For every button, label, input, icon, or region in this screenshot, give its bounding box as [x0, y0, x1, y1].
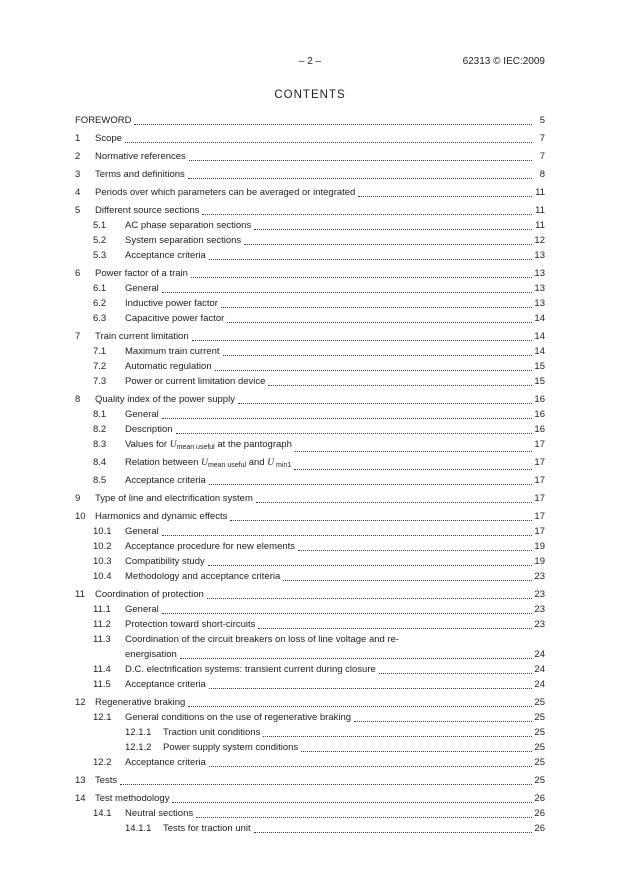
- toc-clause-number: 1: [75, 133, 81, 144]
- toc-clause-number: 10.3: [93, 556, 112, 567]
- toc-entry-label: Terms and definitions: [95, 169, 185, 180]
- dot-leader: [294, 469, 532, 470]
- toc-clause-number: 5.3: [93, 250, 107, 261]
- toc-entry-label: Acceptance criteria: [125, 679, 206, 690]
- toc-entry-label: energisation: [125, 649, 177, 660]
- toc-entry-label: Neutral sections: [125, 808, 194, 819]
- dot-leader: [208, 565, 532, 566]
- toc-entry[interactable]: [75, 617, 545, 632]
- toc-clause-number: 7.3: [93, 376, 107, 387]
- toc-page-number: 24: [534, 679, 545, 690]
- toc-clause-number: 12.1.2: [125, 742, 152, 753]
- toc-clause-number: 11.1: [93, 604, 111, 615]
- dot-leader: [209, 484, 532, 485]
- toc-entry-label: Acceptance criteria: [125, 757, 206, 768]
- dot-leader: [268, 385, 532, 386]
- toc-page-number: 7: [539, 133, 545, 144]
- toc-page-number: 11: [535, 220, 545, 231]
- toc-entry-label: Quality index of the power supply: [95, 394, 235, 405]
- toc-label-fragment: mean useful: [176, 444, 215, 451]
- toc-label-fragment: U: [169, 440, 177, 450]
- toc-entry-label: Harmonics and dynamic effects: [95, 511, 228, 522]
- dot-leader: [244, 244, 532, 245]
- dot-leader: [283, 580, 532, 581]
- toc-entry-label: D.C. electrification systems: transient current during closure: [125, 664, 376, 675]
- toc-entry[interactable]: [75, 806, 545, 821]
- dot-leader: [298, 550, 532, 551]
- dot-leader: [295, 451, 532, 452]
- toc-clause-number: 7.2: [93, 361, 107, 372]
- dot-leader: [354, 721, 532, 722]
- toc-clause-number: 6.1: [93, 283, 107, 294]
- toc-entry-label: Capacitive power factor: [125, 313, 225, 324]
- toc-page-number: 25: [534, 775, 545, 786]
- toc-clause-number: 6: [75, 268, 81, 279]
- dot-leader: [202, 214, 532, 215]
- toc-page-number: 17: [534, 475, 545, 486]
- toc-entry-label: Tests for traction unit: [163, 823, 251, 834]
- dot-leader: [162, 613, 532, 614]
- dot-leader: [207, 598, 532, 599]
- toc-entry[interactable]: [75, 359, 545, 374]
- toc-entry[interactable]: [75, 167, 545, 182]
- toc-entry-label: AC phase separation sections: [125, 220, 252, 231]
- toc-entry[interactable]: [75, 773, 545, 788]
- dot-leader: [192, 340, 532, 341]
- toc-entry-label: Scope: [95, 133, 122, 144]
- toc-clause-number: 9: [75, 493, 81, 504]
- toc-page-number: 23: [534, 619, 545, 630]
- dot-leader: [172, 802, 532, 803]
- toc-entry[interactable]: [75, 248, 545, 263]
- toc-entry[interactable]: [75, 203, 545, 218]
- toc-clause-number: 11.4: [93, 664, 111, 675]
- dot-leader: [134, 124, 532, 125]
- dot-leader: [256, 502, 532, 503]
- toc-entry[interactable]: [75, 587, 545, 602]
- toc-entry[interactable]: [75, 455, 545, 473]
- toc-entry[interactable]: [75, 710, 545, 725]
- toc-clause-number: 12: [75, 697, 86, 708]
- toc-clause-number: 8.4: [93, 457, 107, 468]
- dot-leader: [215, 370, 532, 371]
- toc-clause-number: 10.4: [93, 571, 112, 582]
- toc-entry[interactable]: [75, 311, 545, 326]
- toc-entry-label: Traction unit conditions: [163, 727, 261, 738]
- running-header: [75, 56, 545, 70]
- toc-page-number: 14: [534, 313, 545, 324]
- toc-page-number: 23: [534, 604, 545, 615]
- toc-entry-label: General: [125, 283, 159, 294]
- toc-page-number: 13: [534, 250, 545, 261]
- dot-leader: [162, 535, 532, 536]
- toc-entry-label: Inductive power factor: [125, 298, 218, 309]
- toc-page-number: 11: [535, 205, 545, 216]
- toc-page-number: 14: [534, 331, 545, 342]
- toc-entry[interactable]: [75, 422, 545, 437]
- toc-page-number: 13: [534, 298, 545, 309]
- dot-leader: [301, 751, 532, 752]
- toc-clause-number: 7: [75, 331, 81, 342]
- dot-leader: [180, 658, 532, 659]
- toc-entry-label: Acceptance criteria: [125, 250, 206, 261]
- toc-entry[interactable]: [75, 740, 545, 755]
- toc-entry-label: Test methodology: [95, 793, 170, 804]
- toc-entry-label: General: [125, 526, 159, 537]
- dot-leader: [176, 433, 532, 434]
- toc-page-number: 25: [534, 727, 545, 738]
- toc-entry-label: Maximum train current: [125, 346, 220, 357]
- toc-page-number: 26: [534, 823, 545, 834]
- dot-leader: [120, 784, 532, 785]
- toc-entry-label: [125, 455, 291, 473]
- toc-entry-label: Coordination of protection: [95, 589, 204, 600]
- toc-clause-number: 8.3: [93, 439, 107, 450]
- contents-title: CONTENTS: [274, 89, 346, 101]
- toc-page-number: 13: [534, 283, 545, 294]
- toc-clause-number: 13: [75, 775, 86, 786]
- toc-entry[interactable]: [75, 473, 545, 488]
- toc-entry[interactable]: [75, 329, 545, 344]
- toc-clause-number: 8.1: [93, 409, 107, 420]
- toc-entry[interactable]: [75, 677, 545, 692]
- toc-entry-label: Regenerative braking: [95, 697, 186, 708]
- toc-entry[interactable]: [75, 491, 545, 506]
- toc-clause-number: 14: [75, 793, 86, 804]
- toc-entry[interactable]: [75, 791, 545, 806]
- toc-clause-number: 8: [75, 394, 81, 405]
- toc-clause-number: 10: [75, 511, 86, 522]
- toc-clause-number: 14.1.1: [125, 823, 152, 834]
- dot-leader: [227, 322, 532, 323]
- toc-entry[interactable]: [75, 554, 545, 569]
- toc-label-fragment: min1: [274, 462, 292, 469]
- toc-entry-label: Tests: [95, 775, 118, 786]
- toc-label-fragment: and: [246, 457, 268, 468]
- toc-label-fragment: at the pantograph: [214, 439, 292, 450]
- toc-entry[interactable]: [75, 233, 545, 248]
- toc-clause-number: 10.1: [93, 526, 112, 537]
- dot-leader: [258, 628, 532, 629]
- toc-entry[interactable]: [75, 266, 545, 281]
- toc-clause-number: 5.1: [93, 220, 107, 231]
- toc-entry[interactable]: [75, 695, 545, 710]
- toc-entry[interactable]: [75, 632, 545, 647]
- header-doc-reference: 62313 © IEC:2009: [462, 56, 545, 67]
- toc-page-number: 23: [534, 589, 545, 600]
- toc-page-number: 19: [534, 556, 545, 567]
- toc-entry-continuation[interactable]: [75, 647, 545, 662]
- dot-leader: [191, 277, 532, 278]
- toc-clause-number: 11: [75, 589, 85, 600]
- toc-page-number: 12: [534, 235, 545, 246]
- toc-entry[interactable]: [75, 392, 545, 407]
- toc-clause-number: 6.2: [93, 298, 107, 309]
- toc-page-number: 7: [539, 151, 545, 162]
- dot-leader: [230, 520, 532, 521]
- toc-page-number: 17: [534, 439, 545, 450]
- toc-entry[interactable]: [75, 524, 545, 539]
- dot-leader: [379, 673, 532, 674]
- toc-entry-label: General: [125, 604, 159, 615]
- toc-clause-number: 10.2: [93, 541, 112, 552]
- toc-entry[interactable]: [75, 602, 545, 617]
- toc-clause-number: 7.1: [93, 346, 107, 357]
- toc-page-number: 26: [534, 808, 545, 819]
- toc-page-number: 15: [534, 376, 545, 387]
- toc-clause-number: 3: [75, 169, 81, 180]
- toc-entry-label: Different source sections: [95, 205, 200, 216]
- toc-entry[interactable]: [75, 539, 545, 554]
- dot-leader: [209, 688, 532, 689]
- toc-entry[interactable]: [75, 821, 545, 836]
- dot-leader: [125, 142, 532, 143]
- toc-entry[interactable]: [75, 437, 545, 455]
- toc-entry-label: Train current limitation: [95, 331, 189, 342]
- toc-entry[interactable]: [75, 296, 545, 311]
- toc-entry[interactable]: [75, 344, 545, 359]
- toc-entry-label: FOREWORD: [75, 115, 132, 126]
- toc-entry[interactable]: [75, 131, 545, 146]
- toc-entry-label: Power or current limitation device: [125, 376, 266, 387]
- toc-entry-label: Protection toward short-circuits: [125, 619, 256, 630]
- toc-entry[interactable]: [75, 218, 545, 233]
- dot-leader: [223, 355, 533, 356]
- dot-leader: [162, 292, 532, 293]
- toc-entry-label: System separation sections: [125, 235, 242, 246]
- toc-page-number: 24: [534, 664, 545, 675]
- toc-clause-number: 8.2: [93, 424, 107, 435]
- toc-page-number: 17: [534, 493, 545, 504]
- toc-page-number: 15: [534, 361, 545, 372]
- toc-page-number: 8: [539, 169, 545, 180]
- toc-entry[interactable]: [75, 407, 545, 422]
- toc-page-number: 25: [534, 712, 545, 723]
- toc-clause-number: 11.2: [93, 619, 111, 630]
- toc-clause-number: 12.1.1: [125, 727, 152, 738]
- toc-label-fragment: U: [267, 458, 275, 468]
- toc-entry-label: Compatibility study: [125, 556, 205, 567]
- header-page-number: – 2 –: [298, 56, 322, 67]
- toc-clause-number: 8.5: [93, 475, 107, 486]
- toc-label-fragment: mean useful: [207, 462, 247, 469]
- dot-leader: [221, 307, 532, 308]
- dot-leader: [238, 403, 532, 404]
- toc-entry[interactable]: [75, 725, 545, 740]
- dot-leader: [209, 259, 532, 260]
- toc-page-number: 25: [534, 742, 545, 753]
- dot-leader: [162, 418, 532, 419]
- toc-entry-label: Automatic regulation: [125, 361, 212, 372]
- toc-entry-label: Normative references: [95, 151, 186, 162]
- toc-entry[interactable]: [75, 509, 545, 524]
- toc-entry-label: General: [125, 409, 159, 420]
- toc-entry[interactable]: [75, 113, 545, 128]
- toc-entry[interactable]: [75, 569, 545, 584]
- toc-page-number: 16: [534, 394, 545, 405]
- toc-entry-label: Acceptance criteria: [125, 475, 206, 486]
- toc-label-fragment: Relation between: [125, 457, 202, 468]
- toc-entry-label: Power factor of a train: [95, 268, 188, 279]
- dot-leader: [263, 736, 532, 737]
- dot-leader: [209, 766, 532, 767]
- toc-entry-label: Power supply system conditions: [163, 742, 299, 753]
- toc-entry-label: Coordination of the circuit breakers on loss of line voltage and re-: [125, 634, 400, 645]
- toc-page-number: 13: [534, 268, 545, 279]
- toc-page-number: 26: [534, 793, 545, 804]
- toc-page-number: 24: [534, 649, 545, 660]
- toc-page-number: 17: [534, 457, 545, 468]
- dot-leader: [189, 160, 532, 161]
- toc-entry[interactable]: [75, 374, 545, 389]
- toc-entry[interactable]: [75, 185, 545, 200]
- dot-leader: [196, 817, 532, 818]
- toc-entry[interactable]: [75, 281, 545, 296]
- toc-entry[interactable]: [75, 755, 545, 770]
- toc-clause-number: 11.3: [93, 634, 111, 645]
- toc-page-number: 11: [535, 187, 545, 198]
- toc-clause-number: 5.2: [93, 235, 107, 246]
- toc-entry-label: Description: [125, 424, 173, 435]
- toc-clause-number: 4: [75, 187, 81, 198]
- dot-leader: [188, 178, 532, 179]
- toc-entry-label: Acceptance procedure for new elements: [125, 541, 296, 552]
- toc-label-fragment: U: [201, 458, 208, 468]
- toc-entry-label: General conditions on the use of regenerative braking: [125, 712, 352, 723]
- toc-clause-number: 2: [75, 151, 81, 162]
- toc-page-number: 14: [534, 346, 545, 357]
- toc-entry-label: Methodology and acceptance criteria: [125, 571, 281, 582]
- toc-page-number: 19: [534, 541, 545, 552]
- toc-entry[interactable]: [75, 149, 545, 164]
- toc-page-number: 16: [534, 424, 545, 435]
- toc-clause-number: 14.1: [93, 808, 112, 819]
- toc-page-number: 17: [534, 511, 545, 522]
- table-of-contents: [75, 113, 545, 836]
- toc-page-number: 5: [539, 115, 545, 126]
- dot-leader: [188, 706, 532, 707]
- toc-page-number: 25: [534, 697, 545, 708]
- dot-leader: [358, 196, 532, 197]
- toc-entry-label: Type of line and electrification system: [95, 493, 253, 504]
- toc-label-fragment: Values for: [125, 439, 170, 450]
- toc-clause-number: 5: [75, 205, 81, 216]
- toc-entry-label: [125, 437, 292, 455]
- toc-clause-number: 12.2: [93, 757, 112, 768]
- toc-page-number: 23: [534, 571, 545, 582]
- toc-clause-number: 6.3: [93, 313, 107, 324]
- dot-leader: [254, 229, 532, 230]
- toc-entry[interactable]: [75, 662, 545, 677]
- toc-clause-number: 12.1: [93, 712, 112, 723]
- toc-page-number: 25: [534, 757, 545, 768]
- toc-page-number: 17: [534, 526, 545, 537]
- dot-leader: [254, 832, 532, 833]
- toc-entry-label: Periods over which parameters can be averaged or integrated: [95, 187, 356, 198]
- toc-clause-number: 11.5: [93, 679, 111, 690]
- toc-page-number: 16: [534, 409, 545, 420]
